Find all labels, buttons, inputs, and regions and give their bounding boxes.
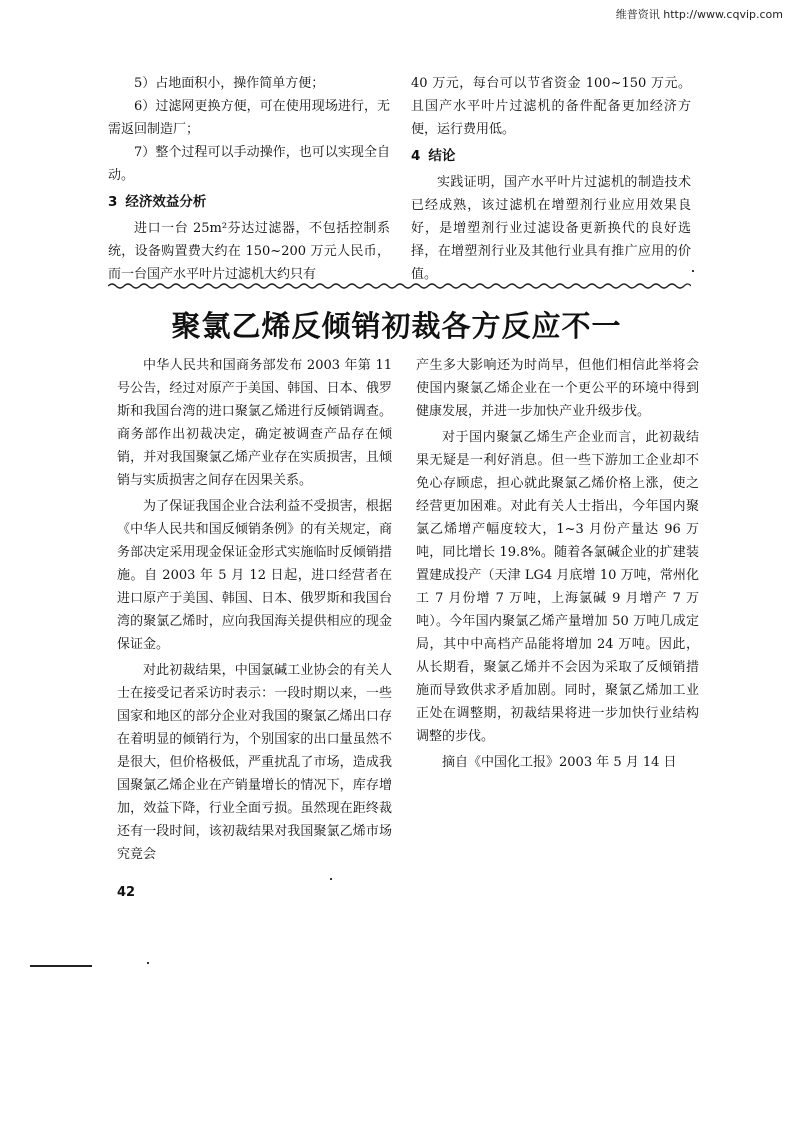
paragraph: 为了保证我国企业合法利益不受损害，根据《中华人民共和国反倾销条例》的有关规定，商务部决定采用现金保证金形式实施临时反倾销措施。自 2003 年 5 月 12 日起，进口经营者在进口原产于美国、韩国、日本、俄罗斯和我国台湾的聚氯乙烯时，应向我国海关提供相应的现金保证金。 <box>117 499 392 652</box>
paragraph: 实践证明，国产水平叶片过滤机的制造技术已经成熟，该过滤机在增塑剂行业应用效果良好，是增塑剂行业过滤设备更新换代的良好选择，在增塑剂行业及其他行业具有推广应用的价值。 <box>411 175 691 282</box>
paragraph: 对于国内聚氯乙烯生产企业而言，此初裁结果无疑是一利好消息。但一些下游加工企业却不免心存顾虑，担心就此聚氯乙烯价格上涨，使之经营更加困难。对此有关人士指出，今年国内聚氯乙烯增产幅度较大，1~3 月份产量达 96 万吨，同比增长 19.8%。随着各氯碱企业的扩建装置建成投产（天津 LG4 月底增 10 万吨，常州化工 7 月份增 7 万吨，上海氯碱 9 月增产 7 万吨）。今年国内聚氯乙烯产量增加 50 万吨几成定局，其中中高档产品能将增加 24 万吨。因此，从长期看，聚氯乙烯并不会因为采取了反倾销措施而导致供求矛盾加剧。同时，聚氯乙烯加工业正处在调整期，初裁结果将进一步加快行业结构调整的步伐。 <box>416 430 699 744</box>
paragraph: 对此初裁结果，中国氯碱工业协会的有关人士在接受记者采访时表示：一段时期以来，一些国家和地区的部分企业对我国的聚氯乙烯出口存在着明显的倾销行为，个别国家的出口量虽然不是很大，但价格极低，严重扰乱了市场，造成我国聚氯乙烯企业在产销量增长的情况下，库存增加，效益下降，行业全面亏损。虽然现在距终裁还有一段时间，该初裁结果对我国聚氯乙烯市场究竟会 <box>117 663 392 862</box>
list-item: 6）过滤网更换方便，可在使用现场进行，无需返回制造厂； <box>108 99 390 137</box>
section-number: 4 <box>411 148 421 164</box>
paragraph: 产生多大影响还为时尚早，但他们相信此举将会使国内聚氯乙烯企业在一个更公平的环境中得到健康发展，并进一步加快产业升级步伐。 <box>416 358 699 419</box>
paragraph: 40 万元，每台可以节省资金 100~150 万元。且国产水平叶片过滤机的备件配备更加经济方便，运行费用低。 <box>411 76 691 137</box>
page-number: 42 <box>117 885 136 900</box>
prev-article-right-column <box>411 72 691 286</box>
scan-speck <box>692 270 694 272</box>
prev-article-left-column <box>108 72 390 286</box>
paragraph: 进口一台 25m²芬达过滤器，不包括控制系统，设备购置费大约在 150~200 万元人民币，而一台国产水平叶片过滤机大约只有 <box>108 221 390 282</box>
paragraph: 中华人民共和国商务部发布 2003 年第 11 号公告，经过对原产于美国、韩国、日本、俄罗斯和我国台湾的进口聚氯乙烯进行反倾销调查。商务部作出初裁决定，确定被调查产品存在倾销，并对我国聚氯乙烯产业存在实质损害，且倾销与实质损害之间存在因果关系。 <box>117 358 392 488</box>
watermark: 维普资讯 http://www.cqvip.com <box>615 8 783 21</box>
section-title: 结论 <box>428 148 456 164</box>
section-number: 3 <box>108 194 118 210</box>
section-heading <box>411 145 691 168</box>
article-left-column <box>117 354 392 866</box>
article-title: 聚氯乙烯反倾销初裁各方反应不一 <box>171 309 622 343</box>
section-heading <box>108 191 390 214</box>
wavy-divider <box>108 282 691 290</box>
section-title: 经济效益分析 <box>125 194 207 210</box>
scan-speck <box>147 962 149 964</box>
article-right-column <box>416 354 699 774</box>
footer-rule <box>30 965 92 967</box>
list-item: 5）占地面积小，操作简单方便； <box>134 76 325 91</box>
source-citation: 摘自《中国化工报》2003 年 5 月 14 日 <box>442 755 677 770</box>
list-item: 7）整个过程可以手动操作，也可以实现全自动。 <box>108 145 390 183</box>
scan-speck <box>330 878 332 880</box>
